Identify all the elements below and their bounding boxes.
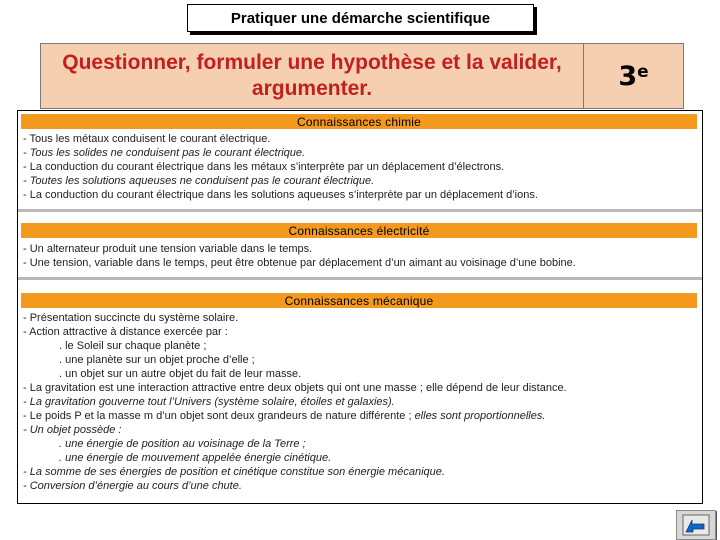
header-main-title <box>41 44 584 108</box>
knowledge-panel <box>17 110 703 504</box>
mecanique-line: - Conversion d’énergie au cours d’une chute. <box>23 480 242 492</box>
mecanique-line <box>23 409 695 423</box>
electricite-line: - Un alternateur produit une tension variable dans le temps. <box>23 243 313 255</box>
mecanique-line: - La gravitation gouverne tout l’Univers (système solaire, étoiles et galaxies). <box>23 396 395 408</box>
page-title-text: Pratiquer une démarche scientifique <box>230 9 491 27</box>
section-body-mecanique <box>23 311 695 493</box>
chimie-line: - La conduction du courant électrique dans les solutions aqueuses s’interprète par un déplacement d’ions. <box>23 189 538 201</box>
page-title <box>187 4 534 32</box>
section-heading-chimie-text: Connaissances chimie <box>296 114 422 129</box>
return-button[interactable] <box>676 510 716 540</box>
section-divider <box>18 277 702 280</box>
section-heading-electricite-text: Connaissances électricité <box>288 223 430 238</box>
return-arrow-icon <box>682 514 710 536</box>
section-heading-chimie <box>21 114 697 129</box>
header-main-text: Questionner, formuler une hypothèse et la valider, argumenter. <box>62 51 562 100</box>
section-body-electricite <box>23 242 695 270</box>
mecanique-line: - La somme de ses énergies de position et cinétique constitue son énergie mécanique. <box>23 466 445 478</box>
section-heading-mecanique <box>21 293 697 308</box>
grade-level-suffix: e <box>637 62 649 82</box>
section-heading-electricite <box>21 223 697 238</box>
mecanique-subline: . une énergie de position au voisinage de la Terre ; <box>59 438 306 450</box>
mecanique-line: - Un objet possède : <box>23 424 122 436</box>
chimie-line: - Tous les solides ne conduisent pas le courant électrique. <box>23 147 306 159</box>
section-heading-mecanique-text: Connaissances mécanique <box>284 293 434 308</box>
mecanique-subline: . une énergie de mouvement appelée énergie cinétique. <box>59 452 332 464</box>
grade-level-number: 3 <box>618 60 638 92</box>
mecanique-line-part: - Le poids P et la masse m d’un objet sont deux grandeurs de nature différente ; <box>23 410 415 422</box>
mecanique-line: - Présentation succincte du système solaire. <box>23 312 239 324</box>
chimie-line: - Tous les métaux conduisent le courant électrique. <box>23 133 271 145</box>
mecanique-line: - La gravitation est une interaction attractive entre deux objets qui ont une masse ; elle dépend de leur distance. <box>23 382 567 394</box>
section-divider <box>18 209 702 212</box>
mecanique-subline: . le Soleil sur chaque planète ; <box>59 340 207 352</box>
section-body-chimie <box>23 132 695 202</box>
header-box <box>40 43 684 109</box>
electricite-line: - Une tension, variable dans le temps, peut être obtenue par déplacement d’un aimant au voisinage d’une bobine. <box>23 257 576 269</box>
mecanique-subline: . un objet sur un autre objet du fait de leur masse. <box>59 368 302 380</box>
chimie-line: - La conduction du courant électrique dans les métaux s’interprète par un déplacement d’électrons. <box>23 161 505 173</box>
mecanique-line-part-italic: elles sont proportionnelles. <box>414 410 546 422</box>
mecanique-subline: . une planète sur un objet proche d’elle ; <box>59 354 255 366</box>
chimie-line: - Toutes les solutions aqueuses ne conduisent pas le courant électrique. <box>23 175 375 187</box>
mecanique-line: - Action attractive à distance exercée par : <box>23 326 228 338</box>
grade-level <box>584 44 683 108</box>
